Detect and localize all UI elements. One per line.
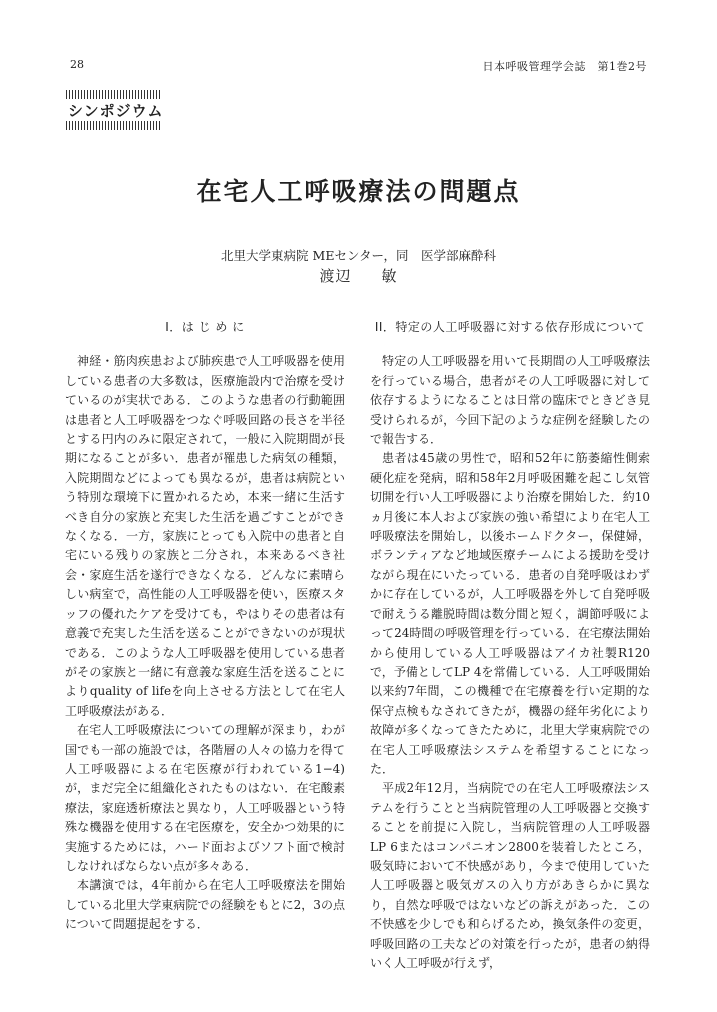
right-column — [370, 318, 650, 973]
paragraph: 本講演では，4年前から在宅人工呼吸療法を開始している北里大学東病院での経験をもとに2，3の点について問題提起をする． — [65, 878, 345, 932]
section-heading-dependence: II．特定の人工呼吸器に対する依存形成について — [374, 320, 646, 334]
article-title: 在宅人工呼吸療法の問題点 — [196, 177, 521, 206]
page-number: 28 — [70, 58, 84, 71]
author-family-name: 渡辺 — [319, 267, 352, 285]
decorative-hatch-top — [66, 90, 162, 99]
paragraph: 平成2年12月，当病院での在宅人工呼吸療法システムを行うことと当病院管理の人工呼吸器と交換することを前提に入院し，当病院管理の人工呼吸器LP 6またはコンパニオン2800を装着したところ，吸気時において不快感があり，今まで使用していた人工呼吸器と吸気ガスの入り方があきらかに異なり，自然な呼吸ではないなどの訴えがあった．この不快感を少しでも和らげるため，換気条件の変更，呼吸回路の工夫などの対策を行ったが，患者の納得いく人工呼吸が行えず， — [370, 781, 650, 970]
left-column — [65, 318, 345, 935]
section-heading-introduction: I．は じ め に — [165, 320, 245, 334]
section-label: シンポジウム — [68, 102, 164, 120]
author-affiliation: 北里大学東病院 MEセンター，同 医学部麻酔科 — [221, 248, 496, 263]
paragraph: 患者は45歳の男性で，昭和52年に筋萎縮性側索硬化症を発病，昭和58年2月呼吸困難を起こし気管切開を行い人工呼吸器により治療を開始した．約10ヵ月後に本人および家族の強い希望により在宅人工呼吸療法を開始し，以後ホームドクター，保健婦，ボランティアなど地域医療チームによる援助を受けながら現在にいたっている．患者の自発呼吸はわずかに存在しているが，人工呼吸器を外して自発呼吸で耐えうる離脱時間は数分間と短く，調節呼吸によって24時間の呼吸管理を行っている．在宅療法開始から使用している人工呼吸器はアイカ社製R120で，予備としてLP 4を常備している．人工呼吸開始以来約7年間，この機種で在宅療養を行い定期的な保守点検もなされてきたが，機器の経年劣化により故障が多くなってきたために，北里大学東病院での在宅人工呼吸療法システムを希望することになった． — [370, 451, 650, 776]
author-name — [0, 265, 717, 286]
paragraph: 神経・筋肉疾患および肺疾患で人工呼吸器を使用している患者の大多数は，医療施設内で治療を受けているのが実状である．このような患者の行動範囲は患者と人工呼吸器をつなぐ呼吸回路の長さを半径とする円内のみに限定されて，一般に入院期間が長期になることが多い．患者が罹患した病気の種類，入院期間などによっても異なるが，患者は病院という特別な環境下に置かれるため，本来一緒に生活すべき自分の家族と充実した生活を過ごすことができなくなる．一方，家族にとっても入院中の患者と自宅にいる残りの家族と二分され，本来あるべき社会・家庭生活を遂行できなくなる．どんなに素晴らしい病室で，高性能の人工呼吸器を使い，医療スタッフの優れたケアを受けても，やはりその患者は有意義で充実した生活を送ることができないのが現状である．このような人工呼吸器を使用している患者がその家族と一緒に有意義な家庭生活を送ることによりquality of lifeを向上させる方法として在宅人工呼吸療法がある． — [65, 354, 345, 718]
author-given-name: 敏 — [381, 267, 398, 285]
journal-header: 日本呼吸管理学会誌 第1巻2号 — [482, 60, 647, 73]
paragraph: 特定の人工呼吸器を用いて長期間の人工呼吸療法を行っている場合，患者がその人工呼吸器に対して依存するようになることは日常の臨床でときどき見受けられるが，今回下記のような症例を経験したので報告する． — [370, 354, 650, 447]
paragraph: 在宅人工呼吸療法についての理解が深まり，わが国でも一部の施設では，各階層の人々の協力を得て人工呼吸器による在宅医療が行われている1−4)が，まだ完全に組織化されたものはない．在宅酸素療法，家庭透析療法と異なり，人工呼吸器という特殊な機器を使用する在宅医療を，安全かつ効果的に実施するためには，ハード面およびソフト面で検討しなければならない点が多々ある． — [65, 723, 345, 873]
decorative-hatch-bottom — [66, 121, 162, 130]
